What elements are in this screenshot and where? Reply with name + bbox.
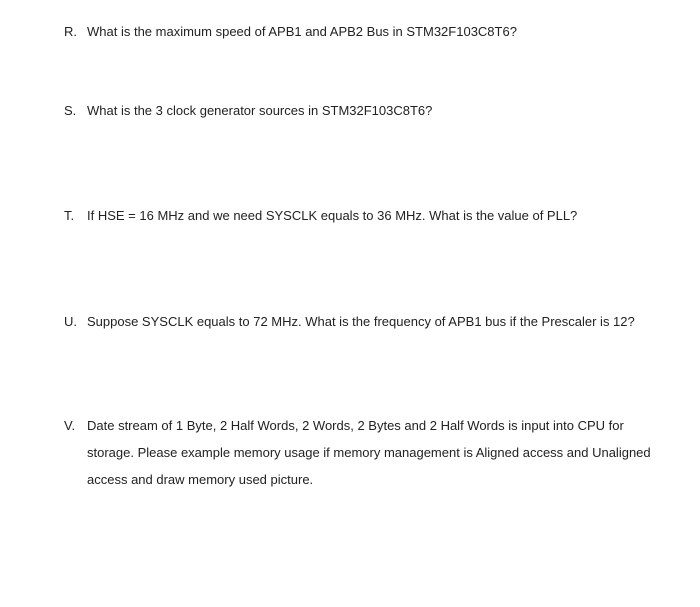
question-s-line-1: What is the 3 clock generator sources in STM32F103C8T6?	[87, 103, 433, 118]
question-t-text	[87, 202, 684, 229]
question-r	[64, 18, 684, 45]
question-v	[64, 412, 684, 493]
question-u-letter: U.	[64, 314, 77, 329]
question-u-text	[87, 308, 684, 335]
question-s-letter: S.	[64, 103, 77, 118]
question-u	[64, 308, 684, 335]
question-v-line-1: Date stream of 1 Byte, 2 Half Words, 2 Words, 2 Bytes and 2 Half Words is input into CPU for	[87, 418, 624, 433]
question-v-text	[87, 412, 684, 493]
question-u-line-1: Suppose SYSCLK equals to 72 MHz. What is the frequency of APB1 bus if the Prescaler is 12?	[87, 314, 635, 329]
question-t-line-1: If HSE = 16 MHz and we need SYSCLK equals to 36 MHz. What is the value of PLL?	[87, 208, 578, 223]
question-r-line-1: What is the maximum speed of APB1 and APB2 Bus in STM32F103C8T6?	[87, 24, 517, 39]
question-s	[64, 97, 684, 124]
question-r-text	[87, 18, 684, 45]
question-r-letter: R.	[64, 24, 77, 39]
question-s-text	[87, 97, 684, 124]
question-t-letter: T.	[64, 208, 75, 223]
question-v-letter: V.	[64, 418, 76, 433]
question-t	[64, 202, 684, 229]
question-v-line-2: storage. Please example memory usage if memory management is Aligned access and Unaligned	[87, 445, 651, 460]
question-v-line-3: access and draw memory used picture.	[87, 472, 314, 487]
